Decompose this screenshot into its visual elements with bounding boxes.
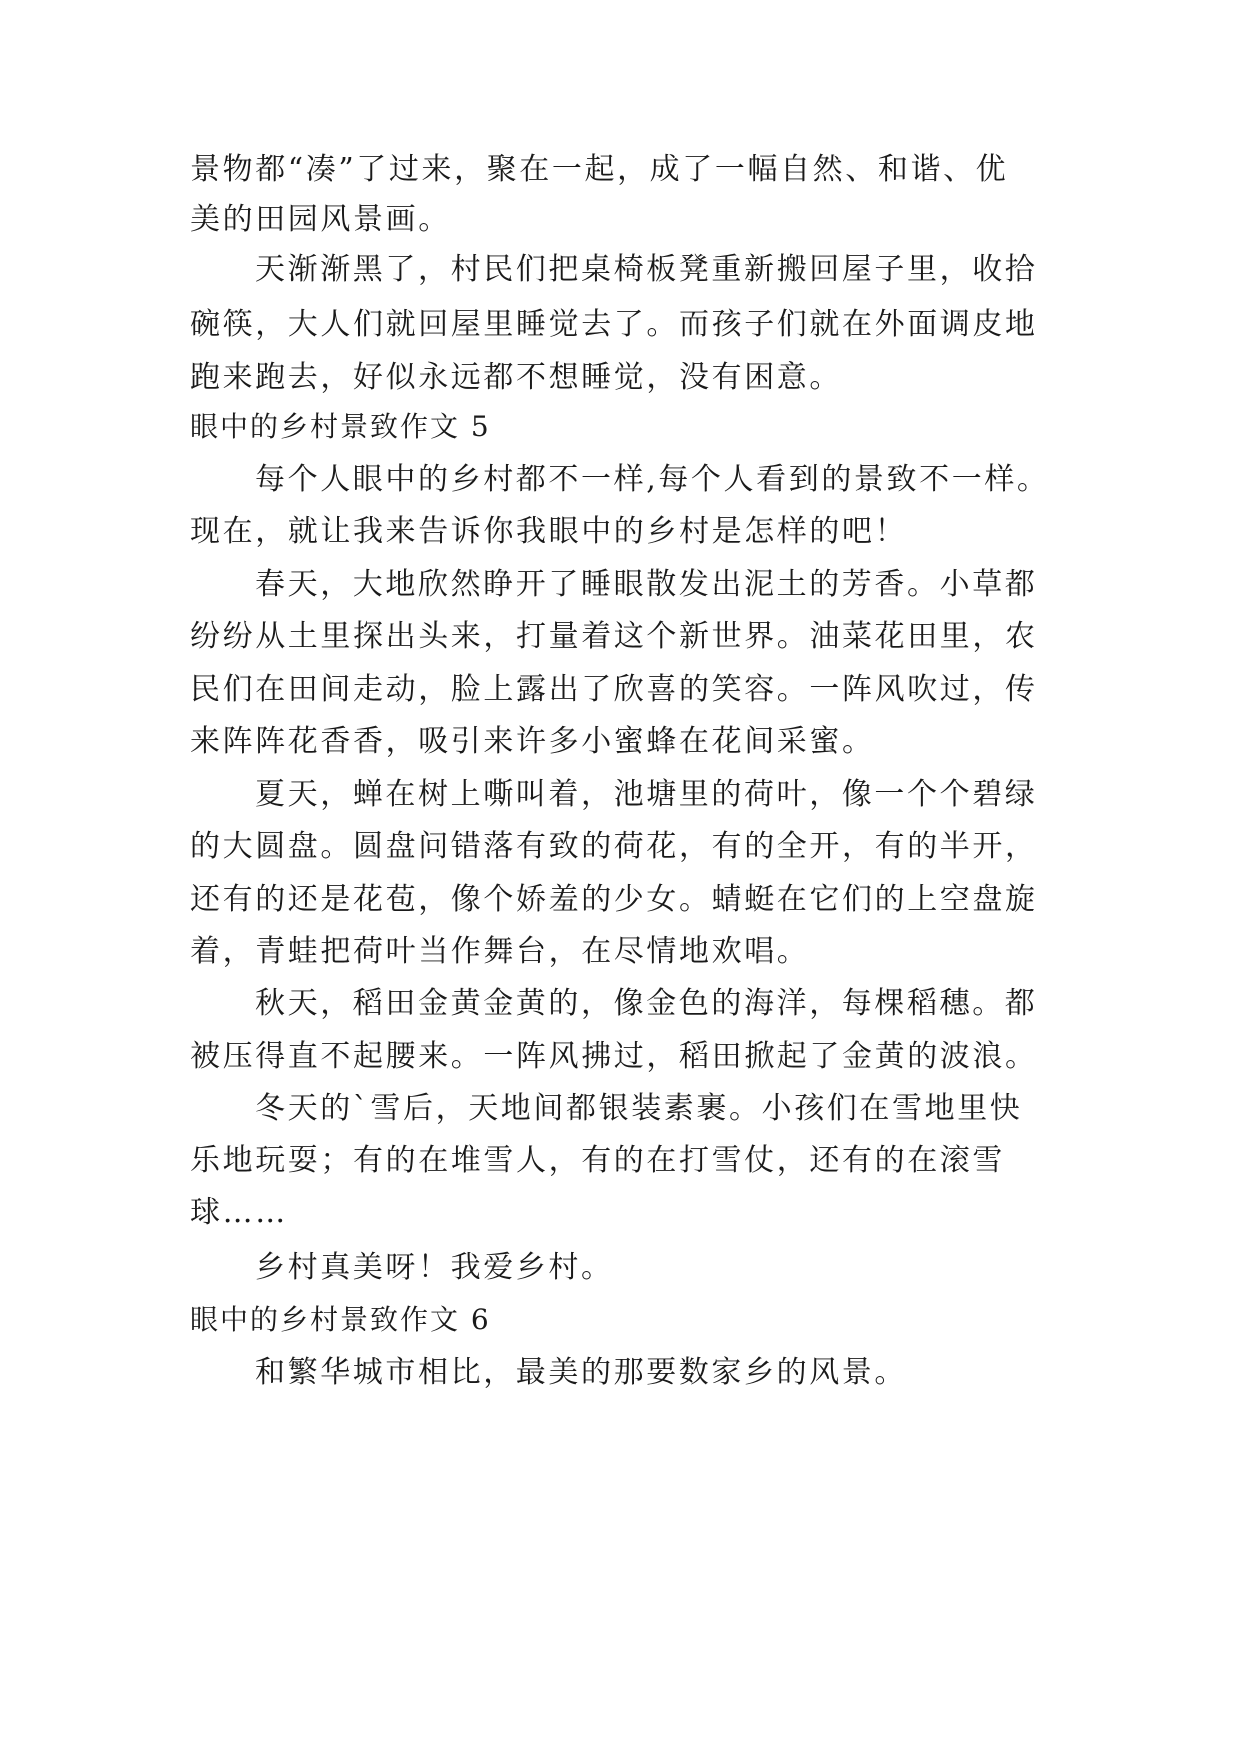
paragraph-line: 球……: [190, 1195, 288, 1230]
paragraph-line: 每个人眼中的乡村都不一样,每个人看到的景致不一样。: [255, 462, 1050, 497]
paragraph-line: 春天，大地欣然睁开了睡眼散发出泥土的芳香。小草都: [255, 567, 1038, 602]
section-heading: 眼中的乡村景致作文 6: [190, 1303, 491, 1336]
paragraph-line: 碗筷，大人们就回屋里睡觉去了。而孩子们就在外面调皮地: [190, 307, 1038, 342]
paragraph-line: 和繁华城市相比，最美的那要数家乡的风景。: [255, 1355, 907, 1390]
paragraph-line: 景物都“凑”了过来，聚在一起，成了一幅自然、和谐、优: [190, 152, 1009, 187]
paragraph-line: 民们在田间走动，脸上露出了欣喜的笑容。一阵风吹过，传: [190, 672, 1038, 707]
paragraph-line: 的大圆盘。圆盘问错落有致的荷花，有的全开，有的半开，: [190, 829, 1038, 864]
paragraph-line: 乐地玩耍；有的在堆雪人，有的在打雪仗，还有的在滚雪: [190, 1143, 1005, 1178]
paragraph-line: 美的田园风景画。: [190, 202, 451, 237]
section-heading: 眼中的乡村景致作文 5: [190, 410, 491, 443]
paragraph-line: 冬天的`雪后，天地间都银装素裹。小孩们在雪地里快: [255, 1091, 1023, 1126]
paragraph-line: 纷纷从土里探出头来，打量着这个新世界。油菜花田里，农: [190, 619, 1038, 654]
paragraph-line: 现在，就让我来告诉你我眼中的乡村是怎样的吧！: [190, 514, 908, 549]
paragraph-line: 乡村真美呀！我爱乡村。: [255, 1250, 614, 1285]
paragraph-line: 被压得直不起腰来。一阵风拂过，稻田掀起了金黄的波浪。: [190, 1039, 1038, 1074]
paragraph-line: 天渐渐黑了，村民们把桌椅板凳重新搬回屋子里，收拾: [255, 252, 1038, 287]
paragraph-line: 夏天，蝉在树上嘶叫着，池塘里的荷叶，像一个个碧绿: [255, 777, 1038, 812]
paragraph-line: 跑来跑去，好似永远都不想睡觉，没有困意。: [190, 360, 842, 395]
paragraph-line: 着，青蛙把荷叶当作舞台，在尽情地欢唱。: [190, 934, 810, 969]
paragraph-line: 还有的还是花苞，像个娇羞的少女。蜻蜓在它们的上空盘旋: [190, 882, 1038, 917]
paragraph-line: 秋天，稻田金黄金黄的，像金色的海洋，每棵稻穗。都: [255, 986, 1038, 1021]
paragraph-line: 来阵阵花香香，吸引来许多小蜜蜂在花间采蜜。: [190, 724, 875, 759]
